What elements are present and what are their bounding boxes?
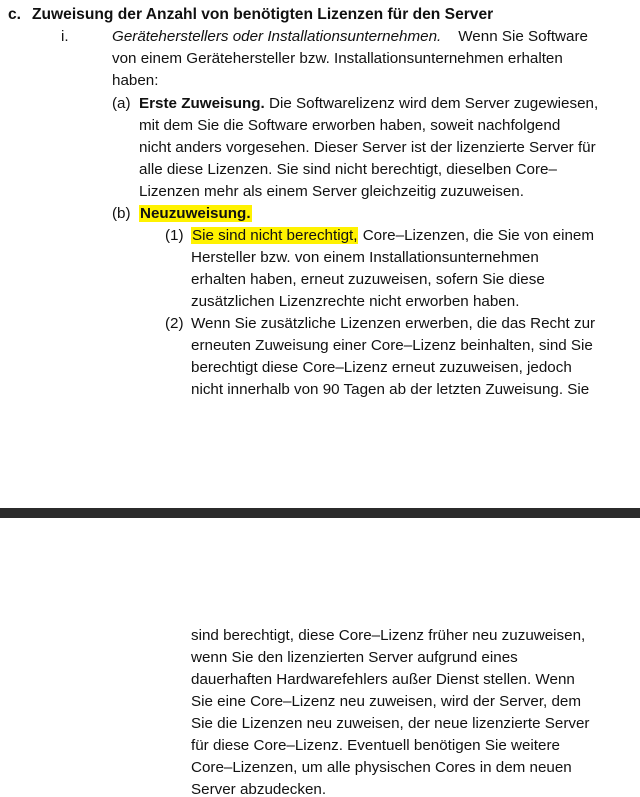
item-b2-marker: (2) [165, 315, 184, 332]
item-a-marker: (a) [112, 95, 131, 112]
item-i-line-1 [112, 26, 588, 48]
continuation-line-6: für diese Core–Lizenz. Eventuell benötigen Sie weitere [191, 737, 560, 754]
item-b-title: Neuzuweisung. [140, 205, 251, 222]
item-i-line-2: von einem Gerätehersteller bzw. Installationsunternehmen erhalten [112, 50, 563, 67]
item-a-text: Die Softwarelizenz wird dem Server zugewiesen, [268, 95, 599, 112]
continuation-line-7: Core–Lizenzen, um alle physischen Cores in dem neuen [191, 759, 572, 776]
document-page-bottom [0, 518, 640, 797]
section-marker: c. [8, 6, 22, 23]
section-heading: Zuweisung der Anzahl von benötigten Lizenzen für den Server [32, 6, 494, 23]
item-a-line-3: nicht anders vorgesehen. Dieser Server ist der lizenzierte Server für [139, 139, 596, 156]
item-b2-line-1: Wenn Sie zusätzliche Lizenzen erwerben, die das Recht zur [191, 315, 596, 332]
continuation-line-3: dauerhaften Hardwarefehlers außer Dienst stellen. Wenn [191, 671, 575, 688]
item-b2-line-4: nicht innerhalb von 90 Tagen ab der letzten Zuweisung. Sie [191, 381, 590, 398]
item-i-text: Wenn Sie Software [458, 28, 588, 45]
item-b1-highlight: Sie sind nicht berechtigt, [192, 227, 358, 244]
item-b1-line-2: Hersteller bzw. von einem Installationsunternehmen [191, 249, 539, 266]
page-separator [0, 508, 640, 518]
continuation-line-8: Server abzudecken. [191, 781, 327, 797]
item-b-marker: (b) [112, 205, 131, 222]
item-b1-marker: (1) [165, 227, 184, 244]
item-a-line-2: mit dem Sie die Software erworben haben, soweit nachfolgend [139, 117, 561, 134]
continuation-line-1: sind berechtigt, diese Core–Lizenz früher neu zuzuweisen, [191, 627, 586, 644]
item-b2-line-2: erneuten Zuweisung einer Core–Lizenz beinhalten, sind Sie [191, 337, 593, 354]
item-a-line-5: Lizenzen mehr als einem Server gleichzeitig zuzuweisen. [139, 183, 524, 200]
item-i-italic-text: Geräteherstellers oder Installationsunternehmen. [112, 28, 442, 45]
continuation-line-2: wenn Sie den lizenzierten Server aufgrund eines [191, 649, 518, 666]
item-a-line-1 [139, 93, 598, 115]
item-b2-line-3: berechtigt diese Core–Lizenz erneut zuzuweisen, jedoch [191, 359, 572, 376]
item-a-line-4: alle diese Lizenzen. Sie sind nicht berechtigt, dieselben Core– [139, 161, 557, 178]
item-b1-line-3: erhalten haben, erneut zuzuweisen, sofern Sie diese [191, 271, 545, 288]
continuation-line-4: Sie eine Core–Lizenz neu zuweisen, wird der Server, dem [191, 693, 582, 710]
item-i-line-3: haben: [112, 72, 159, 89]
item-b-title-line [139, 203, 252, 225]
item-a-title: Erste Zuweisung. [139, 95, 265, 112]
item-i-marker: i. [61, 28, 69, 45]
item-b1-line-4: zusätzlichen Lizenzrechte nicht erworben haben. [191, 293, 520, 310]
item-b1-line-1 [191, 225, 594, 247]
continuation-line-5: Sie die Lizenzen neu zuweisen, der neue lizenzierte Server [191, 715, 590, 732]
item-b1-text: Core–Lizenzen, die Sie von einem [362, 227, 595, 244]
